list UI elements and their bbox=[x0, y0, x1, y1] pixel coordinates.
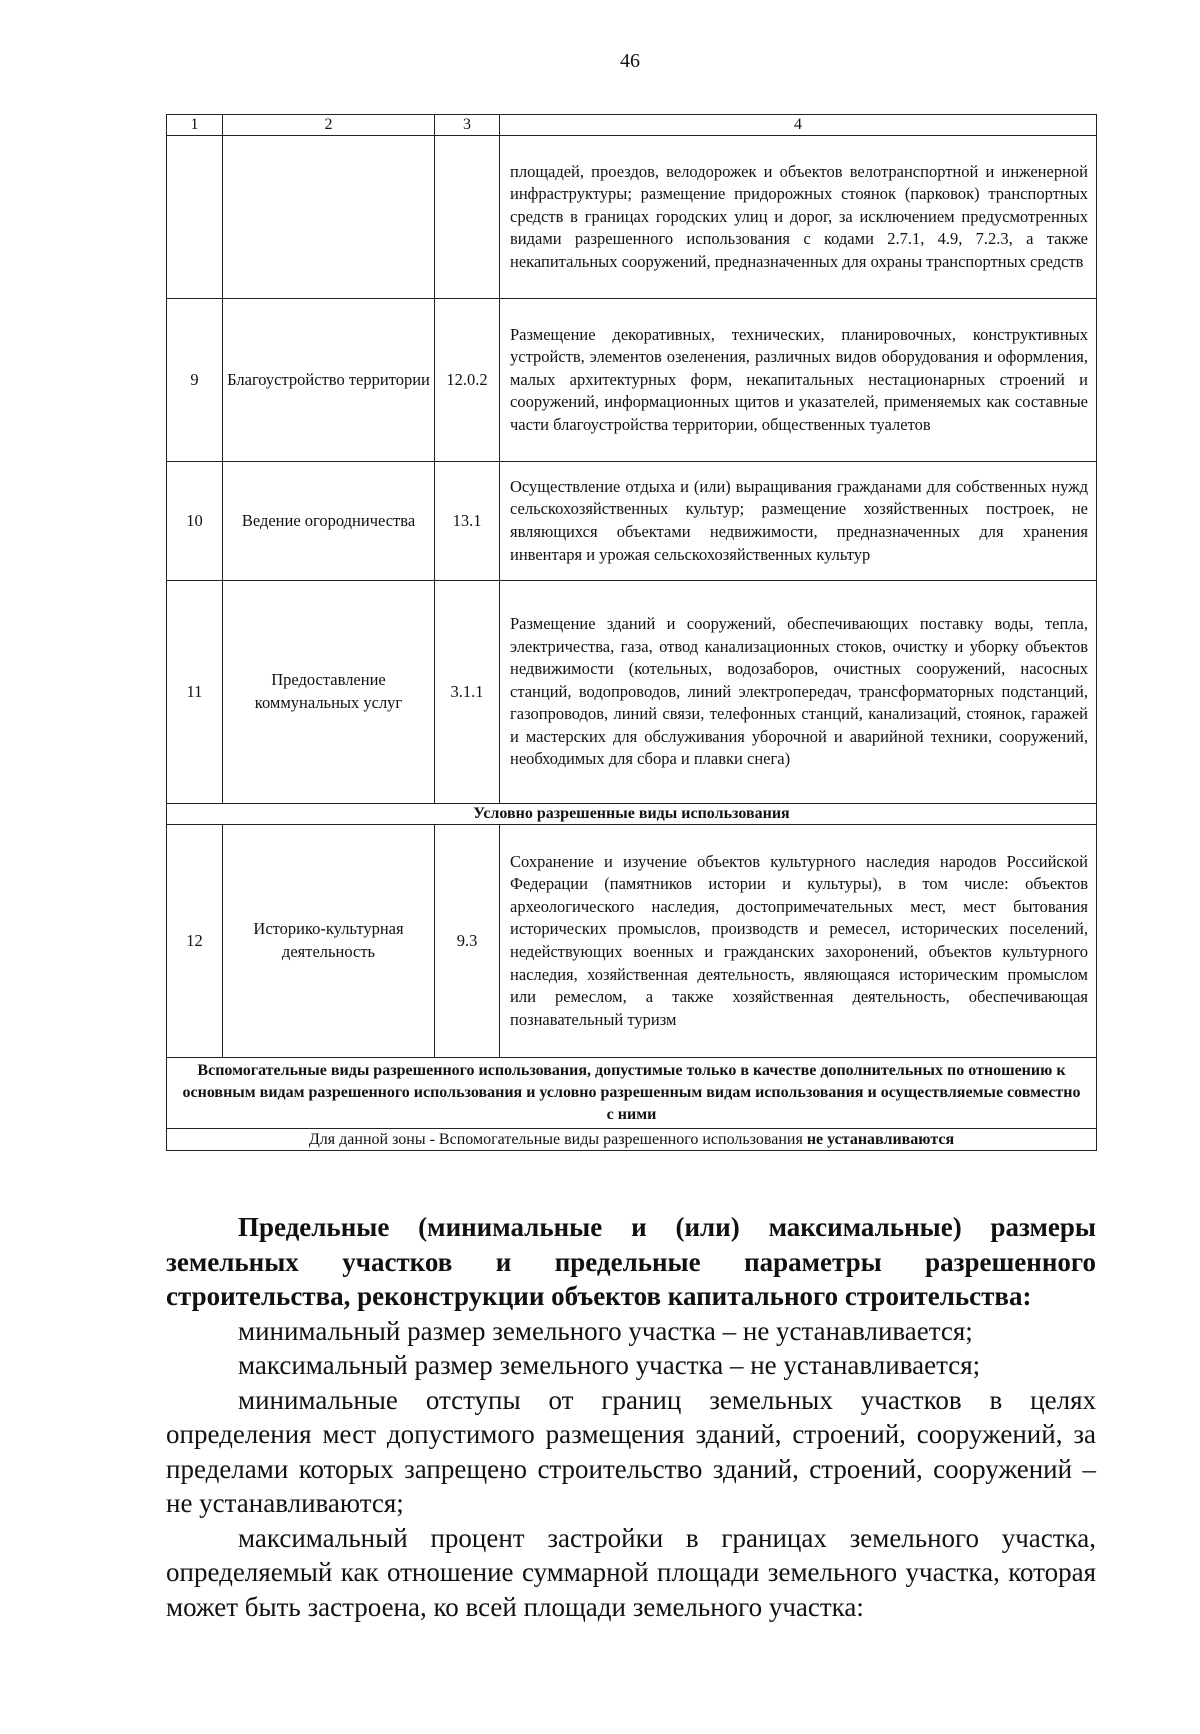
table-row bbox=[167, 581, 1097, 804]
use-type-name: Предоставление коммунальных услуг bbox=[223, 581, 435, 804]
paragraph-setbacks: минимальные отступы от границ земельных участков в целях определения мест допустимого размещения зданий, строений, сооружений, за пределами которых запрещено строительство зданий, строений, сооружений – не устанавливаются; bbox=[166, 1384, 1096, 1518]
page-number: 46 bbox=[620, 50, 640, 72]
header-col-4: 4 bbox=[500, 115, 1097, 136]
paragraph-min-size: минимальный размер земельного участка – не устанавливается; bbox=[238, 1315, 973, 1346]
auxiliary-note-value: не устанавливаются bbox=[806, 1131, 955, 1148]
row-number: 11 bbox=[167, 581, 223, 804]
section-header-row bbox=[167, 1058, 1097, 1129]
auxiliary-note-prefix: Для данной зоны - Вспомогательные виды разрешенного использования bbox=[308, 1131, 807, 1148]
table-row bbox=[167, 299, 1097, 462]
section-heading: Предельные (минимальные и (или) максимальные) размеры земельных участков и предельные параметры разрешенного строительства, реконструкции объектов капитального строительства: bbox=[166, 1212, 1096, 1311]
use-type-code: 13.1 bbox=[435, 462, 500, 581]
use-type-name: Благоустройство территории bbox=[223, 299, 435, 462]
continuation-description: площадей, проездов, велодорожек и объектов велотранспортной и инженерной инфраструктуры; размещение придорожных стоянок (парковок) транспортных средств в границах городских улиц и дорог, за исключением предусмотренных видами разрешенного использования с кодами 2.7.1, 4.9, 7.2.3, а также некапитальных сооружений, предназначенных для охраны транспортных средств bbox=[500, 136, 1097, 299]
parameters-section bbox=[166, 1210, 1096, 1624]
header-col-1: 1 bbox=[167, 115, 223, 136]
use-type-code: 3.1.1 bbox=[435, 581, 500, 804]
use-type-description: Сохранение и изучение объектов культурного наследия народов Российской Федерации (памятников истории и культуры), в том числе: объектов археологического наследия, достопримечательных мест, мест бытования исторических промыслов, производств и ремесел, исторических поселений, недействующих военных и гражданских захоронений, объектов культурного наследия, хозяйственная деятельность, являющаяся историческим промыслом или ремеслом, а также хозяйственная деятельность, обеспечивающая познавательный туризм bbox=[500, 825, 1097, 1058]
header-col-3: 3 bbox=[435, 115, 500, 136]
paragraph-max-size: максимальный размер земельного участка – не устанавливается; bbox=[238, 1350, 981, 1380]
auxiliary-uses-note bbox=[167, 1129, 1097, 1151]
table-header-row bbox=[167, 115, 1097, 136]
table-row bbox=[167, 825, 1097, 1058]
conditional-uses-header: Условно разрешенные виды использования bbox=[167, 804, 1097, 825]
auxiliary-uses-header: Вспомогательные виды разрешенного использования, допустимые только в качестве дополнительных по отношению к основным видам разрешенного использования и условно разрешенным видам использования и осуществляемые совместно с ними bbox=[167, 1058, 1097, 1129]
use-type-name: Историко-культурная деятельность bbox=[223, 825, 435, 1058]
use-type-description: Размещение зданий и сооружений, обеспечивающих поставку воды, тепла, электричества, газа, отвод канализационных стоков, очистку и уборку объектов недвижимости (котельных, водозаборов, очистных сооружений, насосных станций, водопроводов, линий электропередач, трансформаторных подстанций, газопроводов, линий связи, телефонных станций, канализаций, стоянок, гаражей и мастерских для обслуживания уборочной и аварийной техники, сооружений, необходимых для сбора и плавки снега) bbox=[500, 581, 1097, 804]
use-type-code: 9.3 bbox=[435, 825, 500, 1058]
use-type-code: 12.0.2 bbox=[435, 299, 500, 462]
note-row bbox=[167, 1129, 1097, 1151]
row-number: 10 bbox=[167, 462, 223, 581]
row-number: 9 bbox=[167, 299, 223, 462]
table-row bbox=[167, 136, 1097, 299]
table-row bbox=[167, 462, 1097, 581]
header-col-2: 2 bbox=[223, 115, 435, 136]
land-use-table bbox=[166, 114, 1097, 1151]
paragraph-coverage: максимальный процент застройки в границах земельного участка, определяемый как отношение суммарной площади земельного участка, которая может быть застроена, ко всей площади земельного участка: bbox=[166, 1522, 1096, 1622]
use-type-description: Размещение декоративных, технических, планировочных, конструктивных устройств, элементов озеленения, различных видов оборудования и оформления, малых архитектурных форм, некапитальных нестационарных строений и сооружений, информационных щитов и указателей, применяемых как составные части благоустройства территории, общественных туалетов bbox=[500, 299, 1097, 462]
use-type-description: Осуществление отдыха и (или) выращивания гражданами для собственных нужд сельскохозяйственных культур; размещение хозяйственных построек, не являющихся объектами недвижимости, предназначенных для хранения инвентаря и урожая сельскохозяйственных культур bbox=[500, 462, 1097, 581]
row-number: 12 bbox=[167, 825, 223, 1058]
use-type-name: Ведение огородничества bbox=[223, 462, 435, 581]
section-header-row bbox=[167, 804, 1097, 825]
